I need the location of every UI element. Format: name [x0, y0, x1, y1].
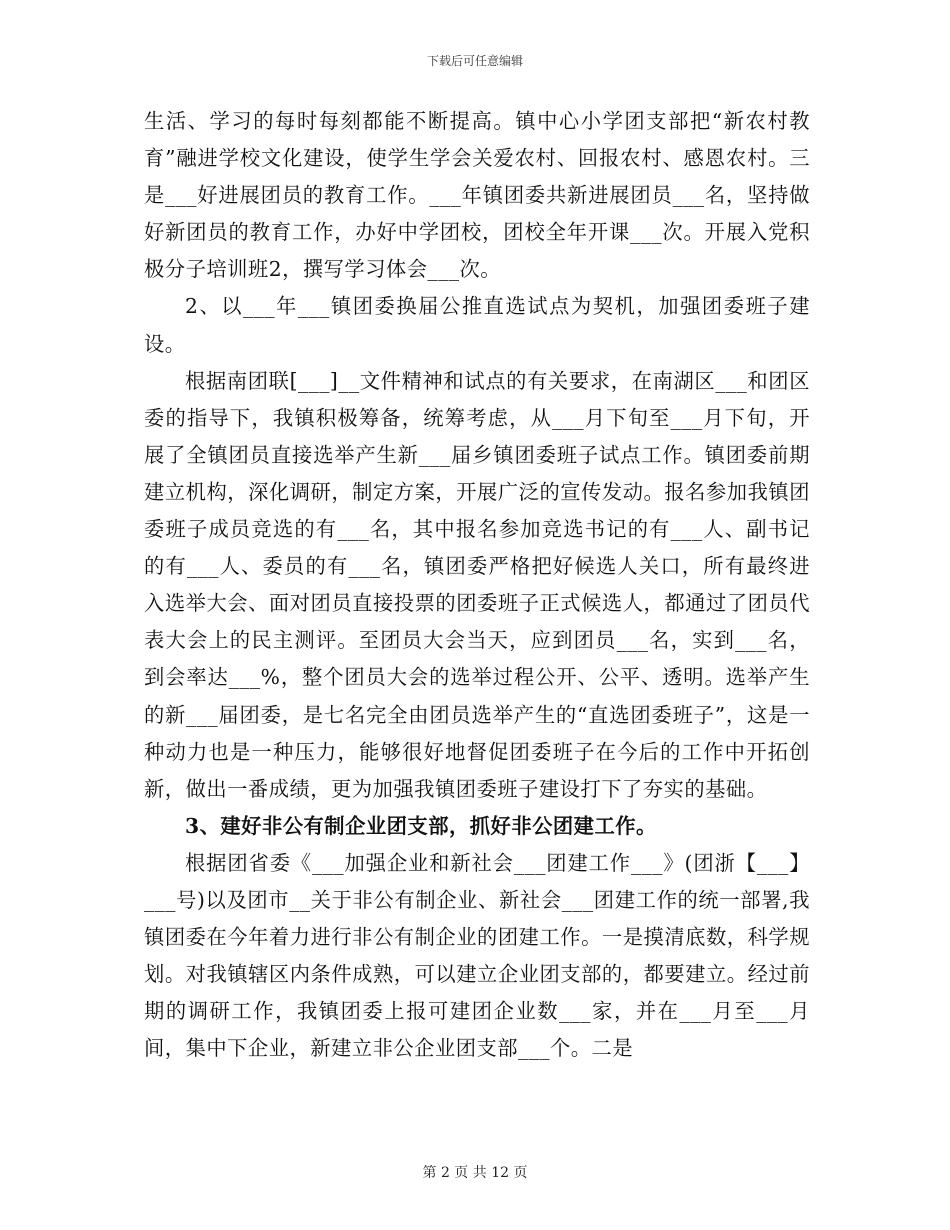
paragraph-1: 生活、学习的每时每刻都能不断提高。镇中心小学团支部把“新农村教育”融进学校文化建设，使学生学会关爱农村、回报农村、感恩农村。三是___好进展团员的教育工作。___年镇团委共新进展团员___名，坚持做好新团员的教育工作，办好中学团校，团校全年开课___次。开展入党积极分子培训班2，撰写学习体会___次。	[144, 109, 810, 282]
paragraph-2-heading: 2、以___年___镇团委换届公推直选试点为契机，加强团委班子建设。	[144, 294, 810, 356]
paragraph-3: 根据南团联[___]__文件精神和试点的有关要求，在南湖区___和团区委的指导下，我镇积极筹备，统筹考虑，从___月下旬至___月下旬，开展了全镇团员直接选举产生新___届乡镇团委班子试点工作。镇团委前期建立机构，深化调研，制定方案，开展广泛的宣传发动。报名参加我镇团委班子成员竞选的有___名，其中报名参加竞选书记的有___人、副书记的有___人、委员的有___名，镇团委严格把好候选人关口，所有最终进入选举大会、面对团员直接投票的团委班子正式候选人，都通过了团员代表大会上的民主测评。至团员大会当天，应到团员___名，实到___名，到会率达___%，整个团员大会的选举过程公开、公平、透明。选举产生的新___届团委，是七名完全由团员选举产生的“直选团委班子”，这是一种动力也是一种压力，能够很好地督促团委班子在今后的工作中开拓创新，做出一番成绩，更为加强我镇团委班子建设打下了夯实的基础。	[144, 368, 810, 801]
document-body	[144, 103, 810, 1067]
paragraph-5: 根据团省委《___加强企业和新社会___团建工作___》(团浙【___】___号)以及团市__关于非公有制企业、新社会___团建工作的统一部署,我镇团委在今年着力进行非公有制企业的团建工作。一是摸清底数，科学规划。对我镇辖区内条件成熟，可以建立企业团支部的，都要建立。经过前期的调研工作，我镇团委上报可建团企业数___家，并在___月至___月间，集中下企业，新建立非公企业团支部___个。二是	[144, 850, 810, 1061]
section-3-heading: 3、建好非公有制企业团支部，抓好非公团建工作。	[185, 813, 657, 838]
page-header: 下载后可任意编辑	[426, 54, 523, 68]
page-number: 第 2 页 共 12 页	[422, 1165, 528, 1181]
